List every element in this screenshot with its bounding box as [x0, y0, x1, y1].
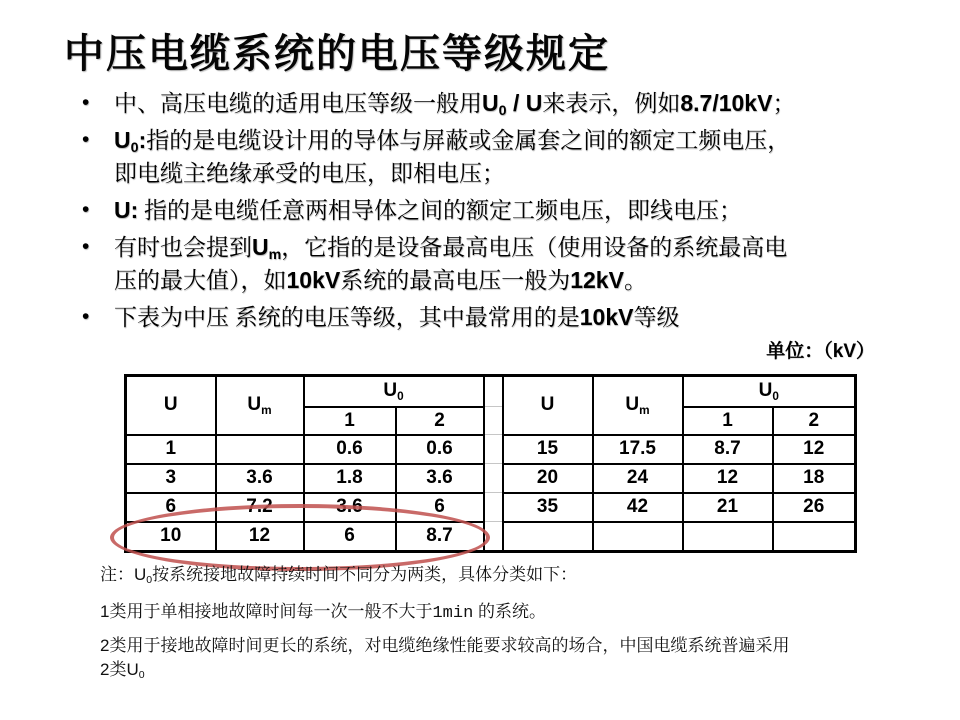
- table-header-class1-left: 1: [304, 407, 396, 435]
- bullet-text-line: 即电缆主绝缘承受的电压，即相电压；: [114, 161, 505, 186]
- table-cell: 24: [593, 464, 683, 493]
- table-row: [126, 464, 856, 493]
- note-line: 2类用于接地故障时间更长的系统，对电缆绝缘性能要求较高的场合，中国电缆系统普遍采用: [100, 636, 790, 655]
- table-cell: 8.7: [683, 435, 773, 464]
- table-cell: 21: [683, 493, 773, 522]
- table-header-u-left: U: [126, 376, 216, 435]
- table-cell: 8.7: [396, 522, 484, 552]
- bullet-text-line: 中、高压电缆的适用电压等级一般用$U_0$ / U来表示，例如8.7/10kV；: [114, 90, 796, 119]
- bullet-text-line: 下表为中压 系统的电压等级，其中最常用的是10kV等级: [114, 304, 680, 330]
- bullet-dot-icon: •: [82, 91, 90, 114]
- bullet-text-line: U: 指的是电缆任意两相导体之间的额定工频电压，即线电压；: [114, 197, 743, 223]
- table-cell: 0.6: [396, 435, 484, 464]
- table-cell: 3.6: [216, 464, 304, 493]
- note-line: 注：$U_0$按系统接地故障持续时间不同分为两类，具体分类如下：: [100, 565, 578, 586]
- table-cell: [503, 522, 593, 552]
- bullet-item: [66, 87, 886, 120]
- table-cell: 3: [126, 464, 216, 493]
- bullet-text-line: 有时也会提到$U_m$，它指的是设备最高电压（使用设备的系统最高电: [114, 234, 788, 263]
- table-row: [126, 435, 856, 464]
- table-row: [126, 493, 856, 522]
- table-cell: 6: [304, 522, 396, 552]
- table-cell: 6: [126, 493, 216, 522]
- bullet-dot-icon: •: [82, 128, 90, 151]
- table-header-um-right: $U_m$: [593, 376, 683, 435]
- table-cell: 6: [396, 493, 484, 522]
- table-cell: 10: [126, 522, 216, 552]
- table-gap-cell: [484, 376, 503, 407]
- bullet-dot-icon: •: [82, 305, 90, 328]
- table-cell: 12: [216, 522, 304, 552]
- table-cell: 15: [503, 435, 593, 464]
- table-cell: 12: [683, 464, 773, 493]
- bullet-item: [66, 194, 886, 227]
- table-header-u0-left: $U_0$: [304, 376, 484, 407]
- table-cell: [593, 522, 683, 552]
- voltage-table-wrap: [124, 374, 857, 553]
- table-gap-cell: [484, 407, 503, 435]
- table-cell: 3.6: [396, 464, 484, 493]
- bullet-dot-icon: •: [82, 198, 90, 221]
- bullet-item: [66, 124, 886, 190]
- table-cell: 26: [773, 493, 856, 522]
- table-cell: 1: [126, 435, 216, 464]
- table-cell: 35: [503, 493, 593, 522]
- table-gap-cell: [484, 435, 503, 464]
- page-title: 中压电缆系统的电压等级规定: [64, 31, 610, 76]
- table-header-u0-right: $U_0$: [683, 376, 856, 407]
- note-line: 2类$U_0$: [100, 660, 145, 681]
- bullet-dot-icon: •: [82, 235, 90, 258]
- bullet-list: [66, 87, 886, 338]
- table-header-um-left: $U_m$: [216, 376, 304, 435]
- table-cell: 18: [773, 464, 856, 493]
- table-gap-cell: [484, 464, 503, 493]
- bullet-item: [66, 301, 886, 334]
- table-gap-cell: [484, 493, 503, 522]
- bullet-item: [66, 231, 886, 297]
- table-cell: 12: [773, 435, 856, 464]
- table-cell: 17.5: [593, 435, 683, 464]
- table-cell: 7.2: [216, 493, 304, 522]
- units-label: 单位：（kV）: [766, 341, 875, 362]
- voltage-table: [124, 374, 857, 553]
- table-header-class2-left: 2: [396, 407, 484, 435]
- note-line: 1类用于单相接地故障时间每一次一般不大于1min 的系统。: [100, 602, 547, 623]
- table-cell: 3.6: [304, 493, 396, 522]
- table-gap-cell: [484, 522, 503, 552]
- bullet-text-line: $U_0$:指的是电缆设计用的导体与屏蔽或金属套之间的额定工频电压，: [114, 127, 791, 156]
- table-row: [126, 522, 856, 552]
- table-header-class1-right: 1: [683, 407, 773, 435]
- table-cell: 1.8: [304, 464, 396, 493]
- table-cell: 20: [503, 464, 593, 493]
- table-cell: [773, 522, 856, 552]
- table-cell: [216, 435, 304, 464]
- table-cell: 42: [593, 493, 683, 522]
- table-cell: 0.6: [304, 435, 396, 464]
- table-header-class2-right: 2: [773, 407, 856, 435]
- bullet-text-line: 压的最大值），如10kV系统的最高电压一般为12kV。: [114, 267, 647, 293]
- table-header-u-right: U: [503, 376, 593, 435]
- table-cell: [683, 522, 773, 552]
